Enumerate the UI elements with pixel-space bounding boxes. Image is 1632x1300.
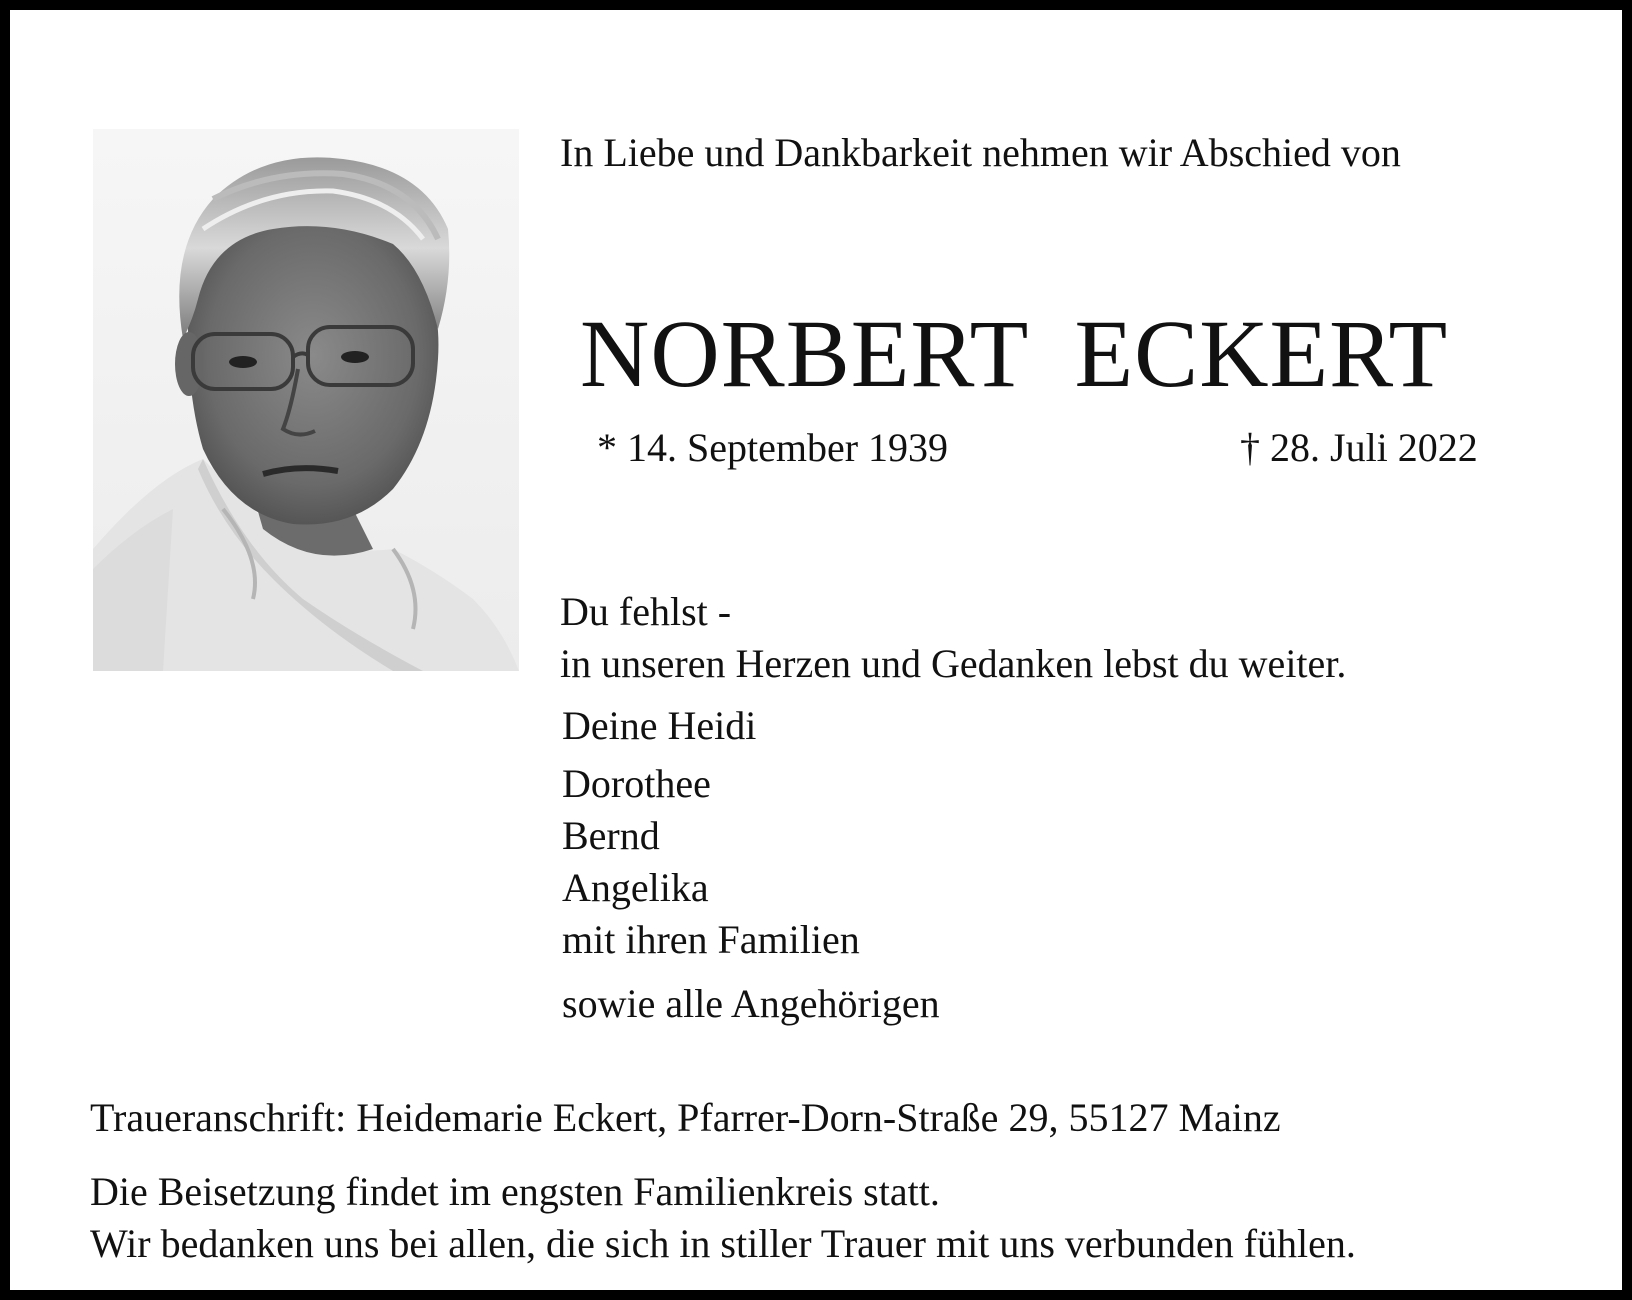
mourner-line: Deine Heidi [562,703,757,748]
intro-line: In Liebe und Dankbarkeit nehmen wir Abschied von [560,130,1401,175]
mourner-line: Bernd [562,813,660,858]
birth-date: * 14. September 1939 [597,425,949,470]
death-date: † 28. Juli 2022 [1240,425,1478,470]
mourner-line: mit ihren Familien [562,917,860,962]
verse-line: Du fehlst - [560,589,732,634]
portrait-photo [93,129,519,671]
deceased-name: NORBERT ECKERT [580,300,1449,407]
verse-line: in unseren Herzen und Gedanken lebst du weiter. [560,641,1347,686]
mourner-line: sowie alle Angehörigen [562,981,940,1026]
funeral-note: Die Beisetzung findet im engsten Familienkreis statt. [90,1169,940,1214]
mourner-line: Dorothee [562,761,711,806]
thanks-note: Wir bedanken uns bei allen, die sich in stiller Trauer mit uns verbunden fühlen. [90,1221,1356,1266]
mourning-address: Traueranschrift: Heidemarie Eckert, Pfarrer-Dorn-Straße 29, 55127 Mainz [90,1095,1281,1140]
mourner-line: Angelika [562,865,709,910]
